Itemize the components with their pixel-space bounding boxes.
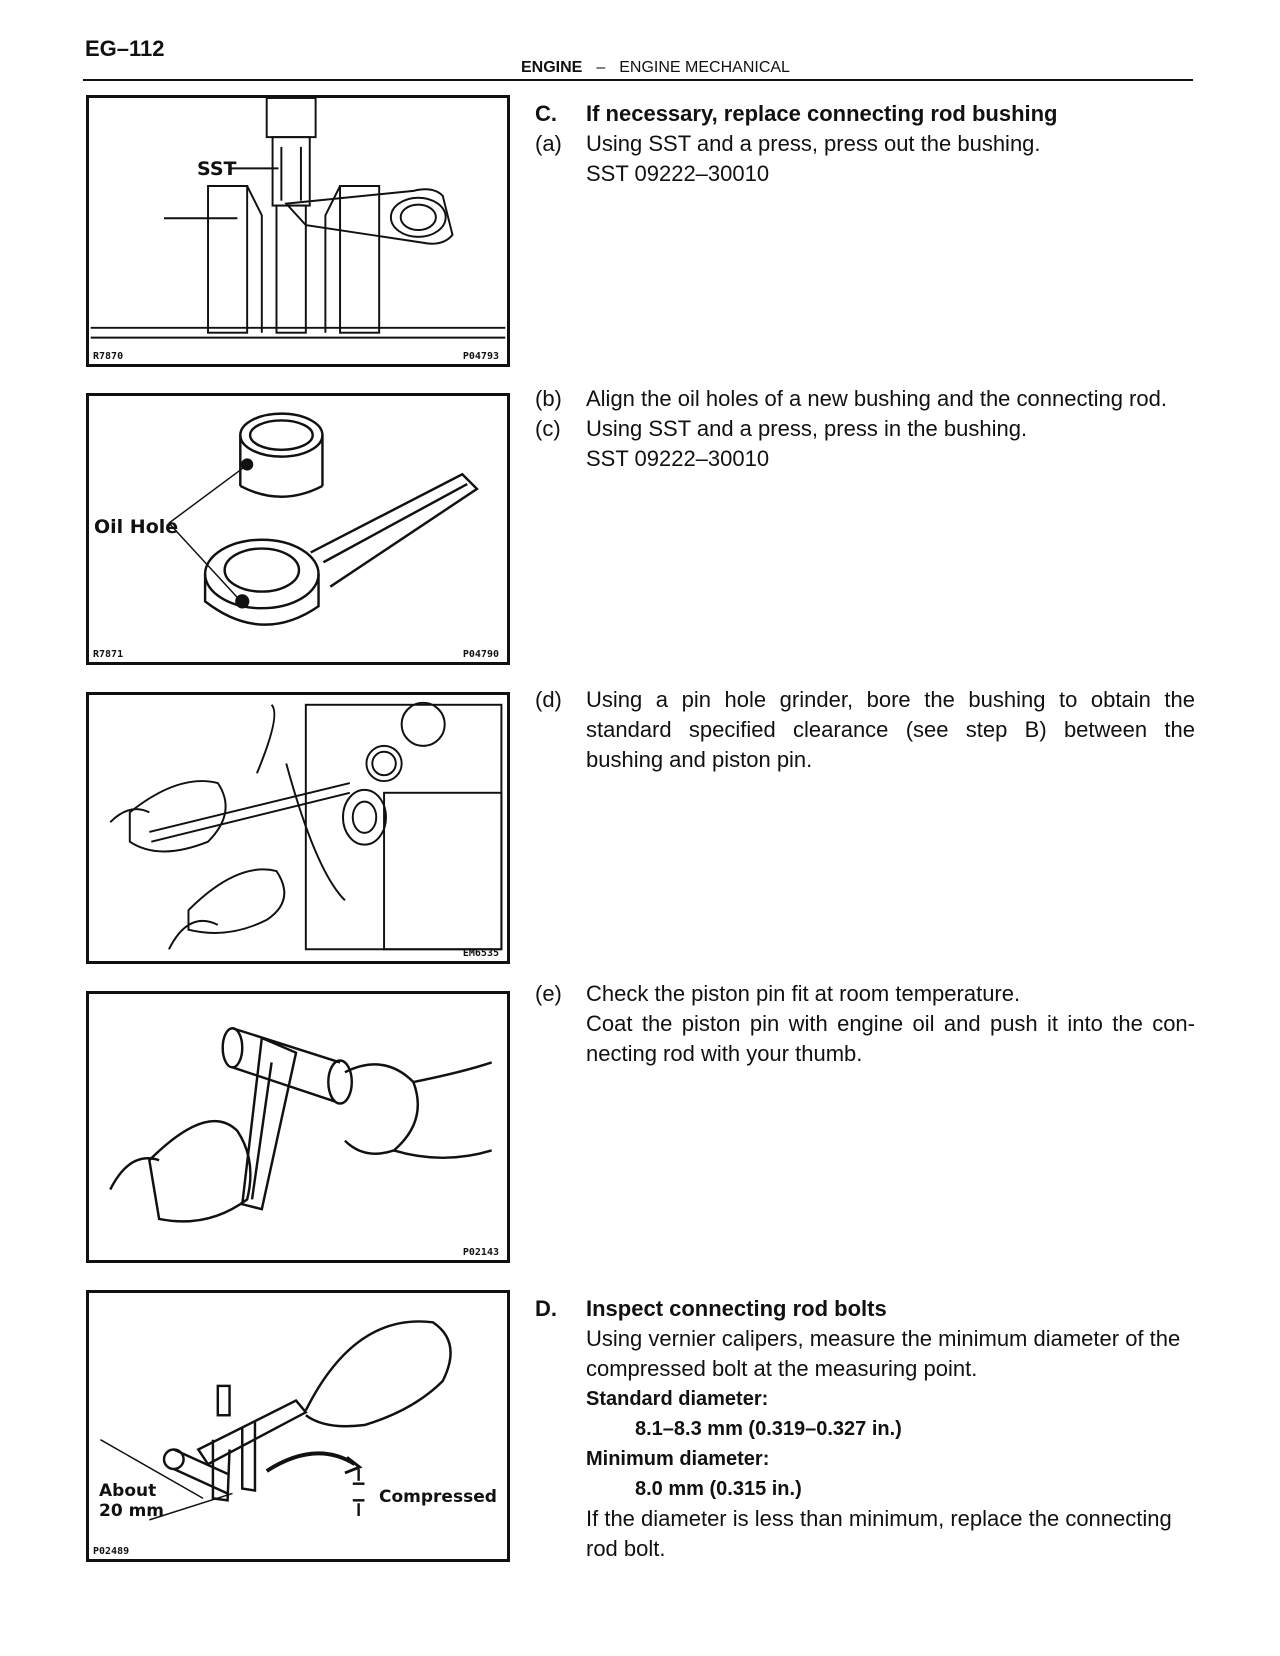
step-d-block [535, 685, 1195, 775]
step-c-tag: (c) [535, 416, 561, 441]
step-c-text: Using SST and a press, press in the bushing. [586, 416, 1028, 441]
step-b-text: Align the oil holes of a new bushing and the connecting rod. [586, 386, 1167, 411]
step-a [535, 129, 1195, 189]
header-rule [83, 79, 1193, 81]
figure-code-right: P04790 [462, 649, 499, 660]
standard-diameter-label: Standard diameter: [586, 1388, 769, 1410]
section-d-outro-text: If the diameter is less than minimum, replace the connecting rod bolt. [586, 1506, 1172, 1561]
step-e-block [535, 979, 1195, 1069]
figure-vernier-caliper-bolt [86, 1290, 510, 1562]
figure-code-left: P02489 [93, 1546, 130, 1557]
step-a-sst: SST 09222–30010 [586, 161, 770, 186]
page-number: EG–112 [85, 36, 165, 61]
figure-code-left: R7871 [93, 649, 124, 660]
steps-b-c-block [535, 384, 1195, 474]
section-d-outro [535, 1504, 1195, 1564]
label-about: About [99, 1481, 157, 1501]
section-c-heading-block [535, 99, 1195, 189]
illustration-pin-fit [89, 994, 507, 1260]
step-d-text: Using a pin hole grinder, bore the bushing to obtain the standard specified clearance (see step B) between the bushing and piston pin. [586, 687, 1195, 772]
label-sst: SST [197, 158, 237, 180]
figure-code-right: EM6535 [462, 948, 499, 959]
section-d-heading [535, 1294, 1195, 1324]
step-b-tag: (b) [535, 386, 562, 411]
step-e-line2: Coat the piston pin with engine oil and push it into the con- necting rod with your thumb. [586, 1011, 1195, 1066]
step-e-line1: Check the piston pin fit at room temperature. [586, 981, 1021, 1006]
label-oil-hole: Oil Hole [94, 516, 179, 538]
step-e [535, 979, 1195, 1069]
section-d-intro-text: Using vernier calipers, measure the minimum diameter of the compressed bolt at the measuring point. [586, 1326, 1181, 1381]
label-compressed: Compressed [379, 1487, 497, 1507]
illustration-grinder [89, 695, 507, 961]
step-d-tag: (d) [535, 687, 562, 712]
figure-oil-hole-alignment [86, 393, 510, 665]
section-c-title: If necessary, replace connecting rod bushing [586, 101, 1058, 126]
section-d-tag: D. [535, 1296, 557, 1321]
step-d [535, 685, 1195, 775]
figure-press-out-bushing [86, 95, 510, 367]
minimum-diameter-label: Minimum diameter: [586, 1448, 770, 1470]
step-c-sst: SST 09222–30010 [586, 446, 770, 471]
figure-code-right: P04793 [462, 351, 499, 362]
subsection-name: ENGINE MECHANICAL [619, 59, 790, 76]
section-c-tag: C. [535, 101, 557, 126]
section-header [521, 59, 790, 77]
minimum-diameter-value: 8.0 mm (0.315 in.) [635, 1478, 802, 1500]
step-a-tag: (a) [535, 131, 562, 156]
step-b [535, 384, 1195, 414]
figure-code-left: R7870 [93, 351, 124, 362]
section-d-intro [535, 1324, 1195, 1384]
illustration-press-out [89, 98, 507, 364]
step-e-tag: (e) [535, 981, 562, 1006]
figure-pin-hole-grinder [86, 692, 510, 964]
step-a-text: Using SST and a press, press out the bushing. [586, 131, 1041, 156]
label-20mm: 20 mm [99, 1501, 165, 1521]
section-c-heading [535, 99, 1195, 129]
section-d-title: Inspect connecting rod bolts [586, 1296, 887, 1321]
header-separator: – [596, 59, 606, 76]
standard-diameter-value: 8.1–8.3 mm (0.319–0.327 in.) [635, 1418, 902, 1440]
step-c [535, 414, 1195, 474]
section-d-block [535, 1294, 1195, 1564]
figure-piston-pin-fit [86, 991, 510, 1263]
section-name: ENGINE [521, 59, 583, 76]
figure-code-right: P02143 [462, 1247, 499, 1258]
